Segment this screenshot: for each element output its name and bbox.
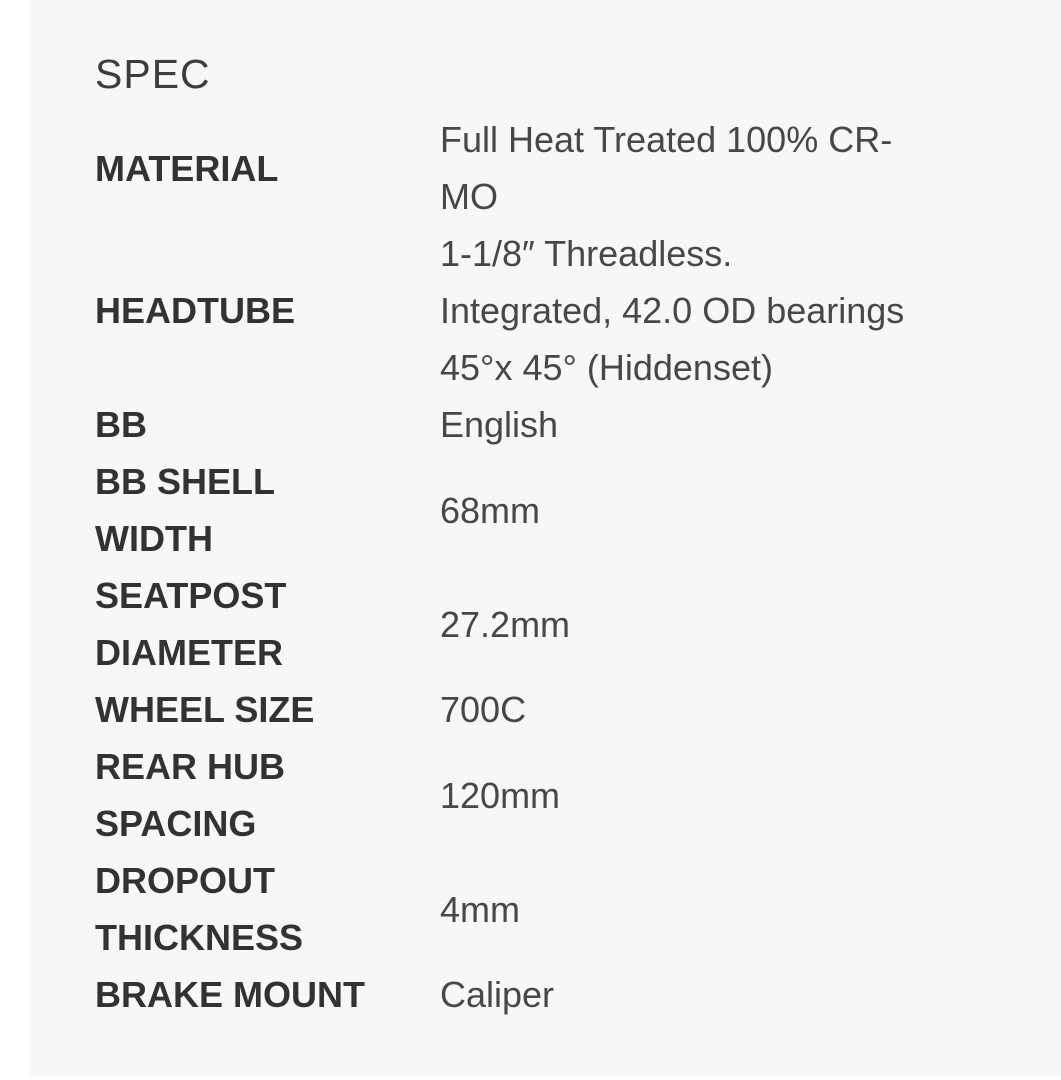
spec-label-line: BB SHELL xyxy=(95,461,275,502)
spec-value-line: MO xyxy=(440,176,498,217)
spec-row xyxy=(95,681,1021,738)
spec-value-line: 45°x 45° (Hiddenset) xyxy=(440,347,773,388)
spec-label-line: SPACING xyxy=(95,803,257,844)
spec-value-line: 1-1/8″ Threadless. xyxy=(440,233,733,274)
spec-label xyxy=(95,453,440,567)
spec-label xyxy=(95,396,440,453)
spec-label xyxy=(95,681,440,738)
spec-label-line: BB xyxy=(95,404,147,445)
spec-value xyxy=(440,966,960,1023)
spec-row xyxy=(95,225,1021,396)
spec-label-line: DROPOUT xyxy=(95,860,275,901)
spec-row xyxy=(95,396,1021,453)
spec-value-line: 120mm xyxy=(440,774,561,816)
spec-label xyxy=(95,140,440,197)
spec-value-line: 68mm xyxy=(440,489,541,531)
spec-label xyxy=(95,282,440,339)
spec-value xyxy=(440,225,960,396)
spec-label-line: DIAMETER xyxy=(95,632,283,673)
spec-value-line: 4mm xyxy=(440,888,520,930)
spec-row xyxy=(95,966,1021,1023)
spec-value-line: Full Heat Treated 100% CR- xyxy=(440,119,893,160)
spec-row xyxy=(95,852,1021,966)
spec-value-line: 700C xyxy=(440,689,527,730)
spec-value xyxy=(440,111,960,225)
spec-value-line: Caliper xyxy=(440,974,555,1015)
spec-section-title: SPEC xyxy=(95,51,211,97)
spec-label-line: THICKNESS xyxy=(95,917,304,958)
spec-row xyxy=(95,453,1021,567)
spec-label xyxy=(95,738,440,852)
spec-label-line: WIDTH xyxy=(95,518,213,559)
spec-value xyxy=(440,881,960,938)
spec-row xyxy=(95,738,1021,852)
spec-label xyxy=(95,966,440,1023)
spec-value xyxy=(440,681,960,738)
spec-value xyxy=(440,396,960,453)
spec-label-line: SEATPOST xyxy=(95,575,287,616)
spec-value-line: Integrated, 42.0 OD bearings xyxy=(440,290,905,331)
spec-table xyxy=(95,111,1021,1023)
spec-row xyxy=(95,567,1021,681)
spec-value-line: 27.2mm xyxy=(440,603,571,645)
spec-value xyxy=(440,482,960,539)
spec-label-line: BRAKE MOUNT xyxy=(95,974,365,1015)
spec-label-line: REAR HUB xyxy=(95,746,286,787)
spec-value xyxy=(440,767,960,824)
spec-panel xyxy=(30,0,1061,1076)
spec-label-line: MATERIAL xyxy=(95,147,279,189)
spec-row xyxy=(95,111,1021,225)
spec-value xyxy=(440,596,960,653)
spec-value-line: English xyxy=(440,404,559,445)
spec-label-line: HEADTUBE xyxy=(95,290,296,331)
spec-label xyxy=(95,852,440,966)
spec-label-line: WHEEL SIZE xyxy=(95,689,315,730)
spec-label xyxy=(95,567,440,681)
